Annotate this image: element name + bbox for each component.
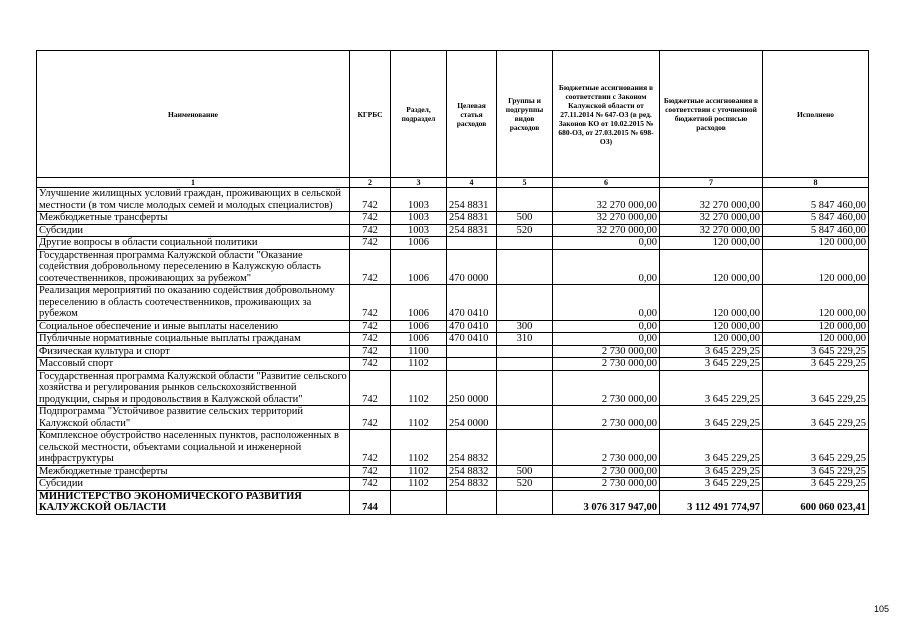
column-number: 8 bbox=[763, 178, 869, 188]
row-executed-amount: 5 847 460,00 bbox=[763, 224, 869, 237]
row-name: Социальное обеспечение и иные выплаты населению bbox=[37, 320, 350, 333]
table-row bbox=[37, 430, 869, 466]
row-law-amount: 3 076 317 947,00 bbox=[553, 490, 660, 514]
header-revised-allocations: Бюджетные ассигнования в соответствии с уточненной бюджетной росписью расходов bbox=[660, 51, 763, 178]
row-target-article bbox=[447, 237, 497, 250]
row-revised-amount: 3 645 229,25 bbox=[660, 358, 763, 371]
header-section: Раздел, подраздел bbox=[391, 51, 447, 178]
row-section: 1102 bbox=[391, 465, 447, 478]
row-expense-group bbox=[497, 430, 553, 466]
row-law-amount: 0,00 bbox=[553, 285, 660, 321]
row-revised-amount: 120 000,00 bbox=[660, 237, 763, 250]
row-executed-amount: 120 000,00 bbox=[763, 237, 869, 250]
row-section: 1102 bbox=[391, 478, 447, 491]
row-kgrbs: 742 bbox=[350, 249, 391, 285]
row-name: Другие вопросы в области социальной политики bbox=[37, 237, 350, 250]
row-name: Субсидии bbox=[37, 478, 350, 491]
row-name: Массовый спорт bbox=[37, 358, 350, 371]
row-law-amount: 2 730 000,00 bbox=[553, 345, 660, 358]
row-name: Государственная программа Калужской области "Оказание содействия добровольному переселению в Калужскую область соотечественников, проживающих за рубежом" bbox=[37, 249, 350, 285]
column-number-row bbox=[37, 178, 869, 188]
row-executed-amount: 5 847 460,00 bbox=[763, 212, 869, 225]
row-revised-amount: 3 645 229,25 bbox=[660, 430, 763, 466]
row-section bbox=[391, 490, 447, 514]
row-name: Межбюджетные трансферты bbox=[37, 212, 350, 225]
row-name: МИНИСТЕРСТВО ЭКОНОМИЧЕСКОГО РАЗВИТИЯ КАЛУЖСКОЙ ОБЛАСТИ bbox=[37, 490, 350, 514]
row-kgrbs: 742 bbox=[350, 212, 391, 225]
row-target-article: 254 8832 bbox=[447, 430, 497, 466]
row-law-amount: 32 270 000,00 bbox=[553, 224, 660, 237]
row-target-article bbox=[447, 345, 497, 358]
row-executed-amount: 3 645 229,25 bbox=[763, 465, 869, 478]
row-expense-group bbox=[497, 188, 553, 212]
row-executed-amount: 3 645 229,25 bbox=[763, 478, 869, 491]
row-executed-amount: 120 000,00 bbox=[763, 285, 869, 321]
header-target-article: Целевая статья расходов bbox=[447, 51, 497, 178]
column-number: 3 bbox=[391, 178, 447, 188]
row-revised-amount: 3 645 229,25 bbox=[660, 478, 763, 491]
row-expense-group bbox=[497, 249, 553, 285]
row-name: Межбюджетные трансферты bbox=[37, 465, 350, 478]
row-name: Государственная программа Калужской области "Развитие сельского хозяйства и регулирования рынков сельскохозяйственной продукции, сырья и продовольствия в Калужской области" bbox=[37, 370, 350, 406]
header-expense-group: Группы и подгруппы видов расходов bbox=[497, 51, 553, 178]
row-kgrbs: 742 bbox=[350, 188, 391, 212]
row-kgrbs: 742 bbox=[350, 358, 391, 371]
row-expense-group: 300 bbox=[497, 320, 553, 333]
row-section: 1006 bbox=[391, 320, 447, 333]
row-revised-amount: 120 000,00 bbox=[660, 333, 763, 346]
row-revised-amount: 3 645 229,25 bbox=[660, 406, 763, 430]
row-law-amount: 2 730 000,00 bbox=[553, 406, 660, 430]
table-row bbox=[37, 249, 869, 285]
column-number: 2 bbox=[350, 178, 391, 188]
row-executed-amount: 3 645 229,25 bbox=[763, 430, 869, 466]
row-section: 1003 bbox=[391, 212, 447, 225]
row-section: 1003 bbox=[391, 224, 447, 237]
header-row bbox=[37, 51, 869, 178]
row-revised-amount: 120 000,00 bbox=[660, 285, 763, 321]
row-revised-amount: 32 270 000,00 bbox=[660, 224, 763, 237]
table-row bbox=[37, 478, 869, 491]
row-kgrbs: 744 bbox=[350, 490, 391, 514]
row-expense-group: 520 bbox=[497, 478, 553, 491]
row-kgrbs: 742 bbox=[350, 465, 391, 478]
row-kgrbs: 742 bbox=[350, 478, 391, 491]
row-target-article: 254 8831 bbox=[447, 224, 497, 237]
row-expense-group: 310 bbox=[497, 333, 553, 346]
row-executed-amount: 3 645 229,25 bbox=[763, 358, 869, 371]
column-number: 5 bbox=[497, 178, 553, 188]
row-section: 1006 bbox=[391, 333, 447, 346]
table-row bbox=[37, 333, 869, 346]
row-law-amount: 2 730 000,00 bbox=[553, 370, 660, 406]
row-expense-group bbox=[497, 358, 553, 371]
row-law-amount: 0,00 bbox=[553, 320, 660, 333]
row-target-article: 254 0000 bbox=[447, 406, 497, 430]
row-revised-amount: 3 112 491 774,97 bbox=[660, 490, 763, 514]
row-target-article bbox=[447, 358, 497, 371]
row-section: 1102 bbox=[391, 430, 447, 466]
table-row bbox=[37, 370, 869, 406]
table-row bbox=[37, 406, 869, 430]
row-kgrbs: 742 bbox=[350, 406, 391, 430]
table-row bbox=[37, 285, 869, 321]
row-expense-group bbox=[497, 490, 553, 514]
row-revised-amount: 3 645 229,25 bbox=[660, 465, 763, 478]
row-executed-amount: 3 645 229,25 bbox=[763, 345, 869, 358]
row-section: 1006 bbox=[391, 249, 447, 285]
table-row bbox=[37, 345, 869, 358]
row-kgrbs: 742 bbox=[350, 430, 391, 466]
row-expense-group: 500 bbox=[497, 212, 553, 225]
row-expense-group bbox=[497, 345, 553, 358]
table-row bbox=[37, 358, 869, 371]
table-row bbox=[37, 212, 869, 225]
row-law-amount: 2 730 000,00 bbox=[553, 358, 660, 371]
row-law-amount: 32 270 000,00 bbox=[553, 188, 660, 212]
row-executed-amount: 3 645 229,25 bbox=[763, 370, 869, 406]
row-law-amount: 2 730 000,00 bbox=[553, 465, 660, 478]
row-target-article: 250 0000 bbox=[447, 370, 497, 406]
row-executed-amount: 600 060 023,41 bbox=[763, 490, 869, 514]
table-body bbox=[37, 188, 869, 515]
row-law-amount: 0,00 bbox=[553, 237, 660, 250]
row-target-article: 470 0000 bbox=[447, 249, 497, 285]
table-row bbox=[37, 320, 869, 333]
row-target-article: 470 0410 bbox=[447, 333, 497, 346]
row-revised-amount: 120 000,00 bbox=[660, 320, 763, 333]
table-row bbox=[37, 237, 869, 250]
header-law-allocations: Бюджетные ассигнования в соответствии с Законом Калужской области от 27.11.2014 № 647-ОЗ (в ред. Законов КО от 10.02.2015 № 680-ОЗ, от 27.03.2015 № 698-ОЗ) bbox=[553, 51, 660, 178]
page-number: 105 bbox=[874, 604, 890, 614]
header-name: Наименование bbox=[37, 51, 350, 178]
row-law-amount: 0,00 bbox=[553, 333, 660, 346]
column-number: 7 bbox=[660, 178, 763, 188]
row-expense-group bbox=[497, 237, 553, 250]
table-row bbox=[37, 188, 869, 212]
table-row bbox=[37, 490, 869, 514]
row-revised-amount: 3 645 229,25 bbox=[660, 345, 763, 358]
row-expense-group: 520 bbox=[497, 224, 553, 237]
column-number: 1 bbox=[37, 178, 350, 188]
row-revised-amount: 3 645 229,25 bbox=[660, 370, 763, 406]
row-target-article: 470 0410 bbox=[447, 285, 497, 321]
row-kgrbs: 742 bbox=[350, 237, 391, 250]
row-section: 1102 bbox=[391, 406, 447, 430]
header-executed: Исполнено bbox=[763, 51, 869, 178]
budget-execution-table bbox=[36, 50, 869, 515]
row-name: Реализация мероприятий по оказанию содействия добровольному переселению в область соотечественников, проживающих за рубежом bbox=[37, 285, 350, 321]
row-executed-amount: 120 000,00 bbox=[763, 320, 869, 333]
row-executed-amount: 120 000,00 bbox=[763, 249, 869, 285]
row-name: Субсидии bbox=[37, 224, 350, 237]
row-kgrbs: 742 bbox=[350, 333, 391, 346]
row-name: Публичные нормативные социальные выплаты гражданам bbox=[37, 333, 350, 346]
row-executed-amount: 5 847 460,00 bbox=[763, 188, 869, 212]
row-law-amount: 2 730 000,00 bbox=[553, 430, 660, 466]
row-name: Комплексное обустройство населенных пунктов, расположенных в сельской местности, объектами социальной и инженерной инфраструктуры bbox=[37, 430, 350, 466]
header-kgrbs: КГРБС bbox=[350, 51, 391, 178]
row-section: 1006 bbox=[391, 285, 447, 321]
row-name: Физическая культура и спорт bbox=[37, 345, 350, 358]
row-target-article: 254 8832 bbox=[447, 465, 497, 478]
row-revised-amount: 32 270 000,00 bbox=[660, 188, 763, 212]
row-section: 1102 bbox=[391, 370, 447, 406]
column-number: 4 bbox=[447, 178, 497, 188]
row-name: Подпрограмма "Устойчивое развитие сельских территорий Калужской области" bbox=[37, 406, 350, 430]
row-revised-amount: 120 000,00 bbox=[660, 249, 763, 285]
row-kgrbs: 742 bbox=[350, 320, 391, 333]
row-section: 1003 bbox=[391, 188, 447, 212]
row-expense-group bbox=[497, 285, 553, 321]
row-target-article bbox=[447, 490, 497, 514]
row-target-article: 254 8831 bbox=[447, 212, 497, 225]
row-law-amount: 2 730 000,00 bbox=[553, 478, 660, 491]
row-expense-group bbox=[497, 370, 553, 406]
row-name: Улучшение жилищных условий граждан, проживающих в сельской местности (в том числе молодых семей и молодых специалистов) bbox=[37, 188, 350, 212]
row-section: 1102 bbox=[391, 358, 447, 371]
row-target-article: 254 8832 bbox=[447, 478, 497, 491]
column-number: 6 bbox=[553, 178, 660, 188]
row-kgrbs: 742 bbox=[350, 345, 391, 358]
table-row bbox=[37, 465, 869, 478]
row-law-amount: 32 270 000,00 bbox=[553, 212, 660, 225]
row-expense-group bbox=[497, 406, 553, 430]
row-executed-amount: 120 000,00 bbox=[763, 333, 869, 346]
row-kgrbs: 742 bbox=[350, 285, 391, 321]
row-target-article: 254 8831 bbox=[447, 188, 497, 212]
row-section: 1100 bbox=[391, 345, 447, 358]
row-expense-group: 500 bbox=[497, 465, 553, 478]
row-target-article: 470 0410 bbox=[447, 320, 497, 333]
table-row bbox=[37, 224, 869, 237]
row-revised-amount: 32 270 000,00 bbox=[660, 212, 763, 225]
row-kgrbs: 742 bbox=[350, 224, 391, 237]
row-kgrbs: 742 bbox=[350, 370, 391, 406]
row-section: 1006 bbox=[391, 237, 447, 250]
row-law-amount: 0,00 bbox=[553, 249, 660, 285]
row-executed-amount: 3 645 229,25 bbox=[763, 406, 869, 430]
